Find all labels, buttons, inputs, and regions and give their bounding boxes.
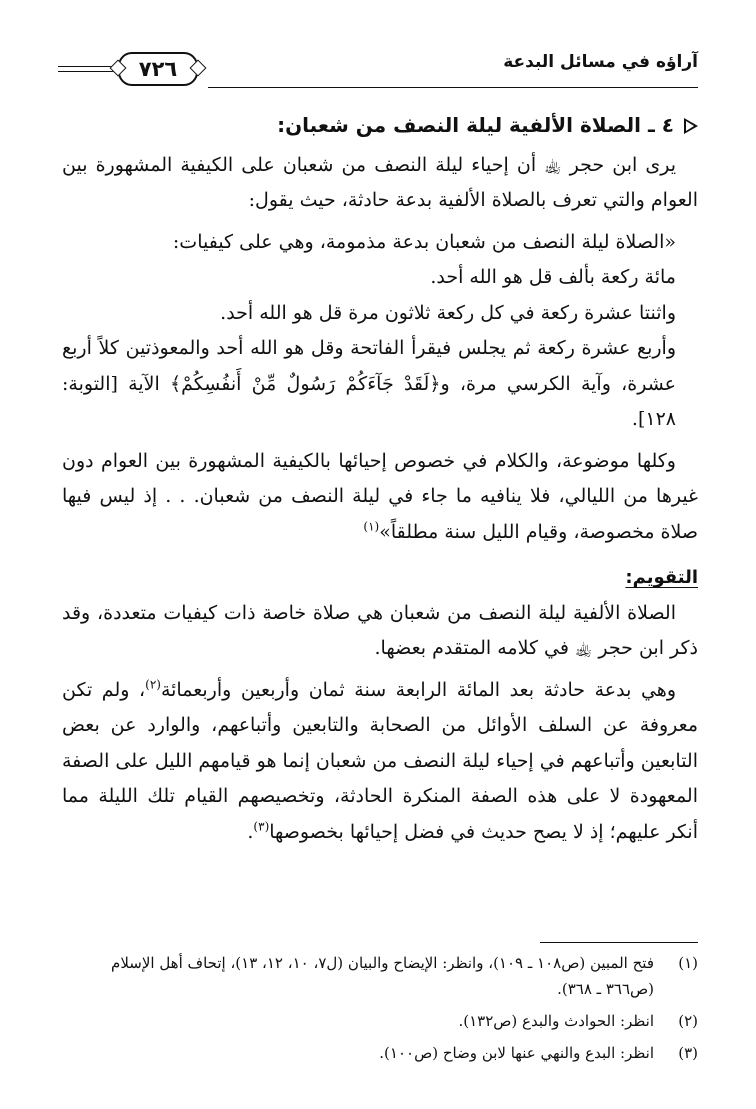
footnote-text: انظر: الحوادث والبدع (ص١٣٢).: [458, 1012, 654, 1030]
footnotes: [62, 950, 698, 1072]
footnote-ref-1[interactable]: (١): [363, 519, 380, 534]
paragraph-intro: يرى ابن حجر ﵀ أن إحياء ليلة النصف من شعبان على الكيفية المشهورة بين العوام والتي تعرف بالصلاة الألفية بدعة حادثة، حيث يقول:: [62, 153, 698, 211]
main-text: [62, 108, 698, 850]
evaluation-paragraph-1: الصلاة الألفية ليلة النصف من شعبان هي صلاة خاصة ذات كيفيات متعددة، وقد ذكر ابن حجر ﵀ في كلامه المتقدم بعضها.: [62, 601, 698, 659]
evaluation-paragraph-2: [62, 673, 698, 851]
page-number: ٧٢٦: [118, 52, 198, 86]
footnote-number: (٢): [678, 1012, 698, 1030]
footnote-ref-2[interactable]: (٢): [145, 677, 161, 692]
quote-line-1: «الصلاة ليلة النصف من شعبان بدعة مذمومة، وهي على كيفيات:: [172, 230, 676, 253]
triangle-bullet-icon: [684, 118, 698, 134]
footnote-text: انظر: البدع والنهي عنها لابن وضاح (ص١٠٠).: [379, 1044, 654, 1062]
footnote-ref-3[interactable]: (٣): [253, 819, 270, 834]
section-heading: ٤ ـ الصلاة الألفية ليلة النصف من شعبان:: [277, 113, 674, 137]
evaluation-paragraph-2-rest: ، ولم تكن معروفة عن السلف الأوائل من الصحابة والتابعين وأتباعهم، والوارد عن بعض التابعين وأتباعهم في إحياء ليلة النصف من شعبان إنما هو قيامهم الليل على الصفة المعهودة لا على هذه الصفة المنكرة الحادثة، وتخصيصهم القيام تلك الليلة مما أنكر عليهم؛ إذ لا يصح حديث في فضل إحيائها بخصوصها: [62, 678, 698, 843]
quote-line-3: واثنتا عشرة ركعة في كل ركعة ثلاثون مرة قل هو الله أحد.: [220, 301, 676, 324]
ornament-line: [58, 66, 114, 72]
evaluation-title: التقويم:: [625, 567, 698, 588]
footnote-item: [62, 950, 698, 1002]
paragraph-commentary-text: وكلها موضوعة، والكلام في خصوص إحيائها بالكيفية المشهورة بين العوام دون غيرها من الليالي، فلا ينافيه ما جاء في ليلة النصف من شعبان. . . إذ ليس فيها صلاة مخصوصة، وقيام الليل سنة مطلقاً»: [62, 449, 698, 543]
end-period: .: [247, 820, 254, 843]
evaluation-paragraph-2-start: وهي بدعة حادثة بعد المائة الرابعة سنة ثمان وأربعين وأربعمائة: [160, 678, 676, 701]
footnote-number: (١): [678, 954, 698, 972]
footnote-item: [62, 1040, 698, 1066]
footnote-number: (٣): [678, 1044, 698, 1062]
paragraph-commentary: [62, 444, 698, 551]
footnote-text: فتح المبين (ص١٠٨ ـ ١٠٩)، وانظر: الإيضاح والبيان (ل٧، ١٠، ١٢، ١٣)، إتحاف أهل الإسلام (ص٣٦٦ ـ ٣٦٨).: [111, 954, 654, 998]
quote-line-4: وأربع عشرة ركعة ثم يجلس فيقرأ الفاتحة وقل هو الله أحد والمعوذتين كلاً أربع عشرة، وآية الكرسي مرة، و﴿لَقَدْ جَآءَكُمْ رَسُولٌ مِّنْ أَنفُسِكُمْ﴾ الآية [التوبة: ١٢٨].: [62, 337, 676, 430]
running-title: آراؤه في مسائل البدعة: [503, 52, 698, 72]
header-rule: [208, 87, 698, 88]
footnote-item: [62, 1008, 698, 1034]
quote-line-2: مائة ركعة بألف قل هو الله أحد.: [430, 266, 676, 288]
page-number-ornament: [58, 52, 198, 86]
running-header: [58, 50, 698, 94]
section-heading-row: [62, 108, 698, 144]
footnote-rule: [540, 942, 698, 943]
